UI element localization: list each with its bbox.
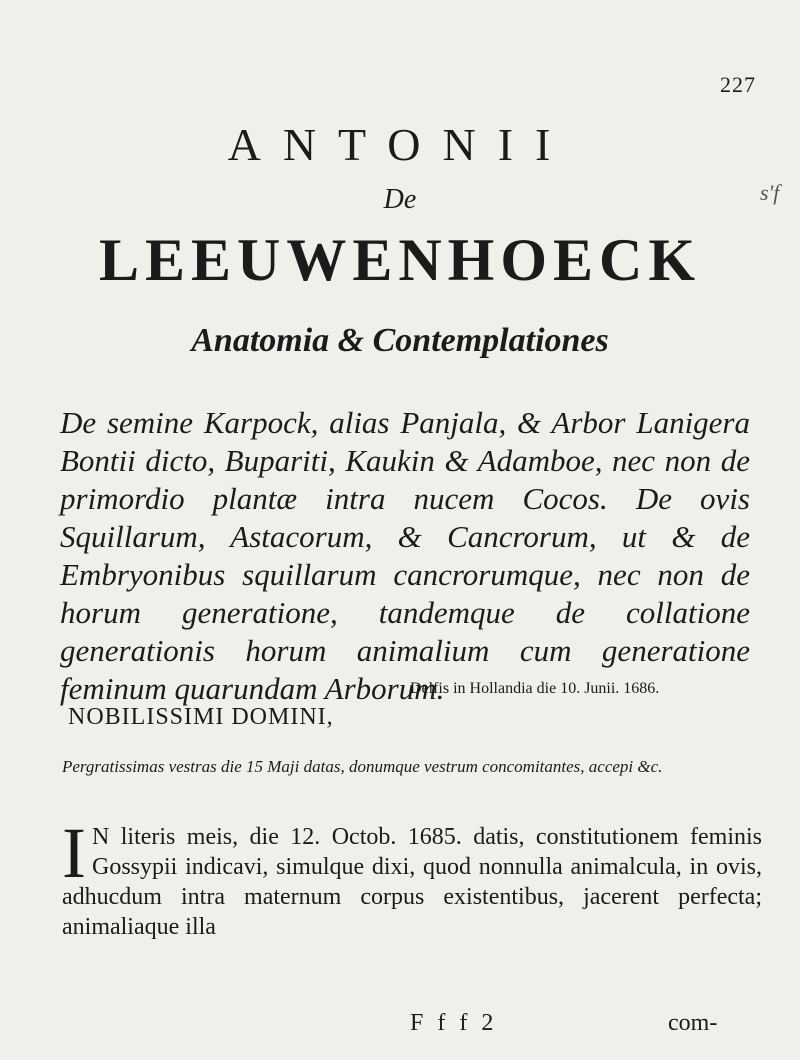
letter-body xyxy=(62,813,762,942)
page-number: 227 xyxy=(720,72,756,97)
signature-mark: F f f 2 xyxy=(410,1010,498,1036)
author-forename: ANTONII xyxy=(227,119,573,170)
letter-body-text: N literis meis, die 12. Octob. 1685. datis, constitutionem feminis Gossypii indicavi, simulque dixi, quod nonnulla animalcula, in ovis, adhucdum intra maternum corpus existentibus, jacerent perfecta; animaliaque illa xyxy=(62,824,762,940)
chapter-abstract: De semine Karpock, alias Panjala, & Arbor Lanigera Bontii dicto, Bupariti, Kaukin & Adamboe, nec non de primordio plantæ intra nucem Cocos. De ovis Squillarum, Astacorum, & Cancrorum, ut & de Embryonibus squillarum cancrorumque, nec non de horum generatione, tandemque de collatione generationis horum animalium cum generatione feminum quarundam Arborum. xyxy=(60,405,750,706)
letter-salutation: NOBILISSIMI DOMINI, xyxy=(68,704,334,730)
drop-cap: I xyxy=(62,813,86,893)
margin-note: s'f xyxy=(760,180,780,205)
letter-dateline: Delfis in Hollandia die 10. Junii. 1686. xyxy=(410,680,660,697)
catchword: com- xyxy=(668,1010,718,1036)
title-preposition: De xyxy=(383,184,417,215)
work-subtitle: Anatomia & Contemplationes xyxy=(191,322,609,359)
letter-intro: Pergratissimas vestras die 15 Maji datas, donumque vestrum concomitantes, accepi &c. xyxy=(62,757,663,776)
author-surname: LEEUWENHOECK xyxy=(98,227,702,293)
